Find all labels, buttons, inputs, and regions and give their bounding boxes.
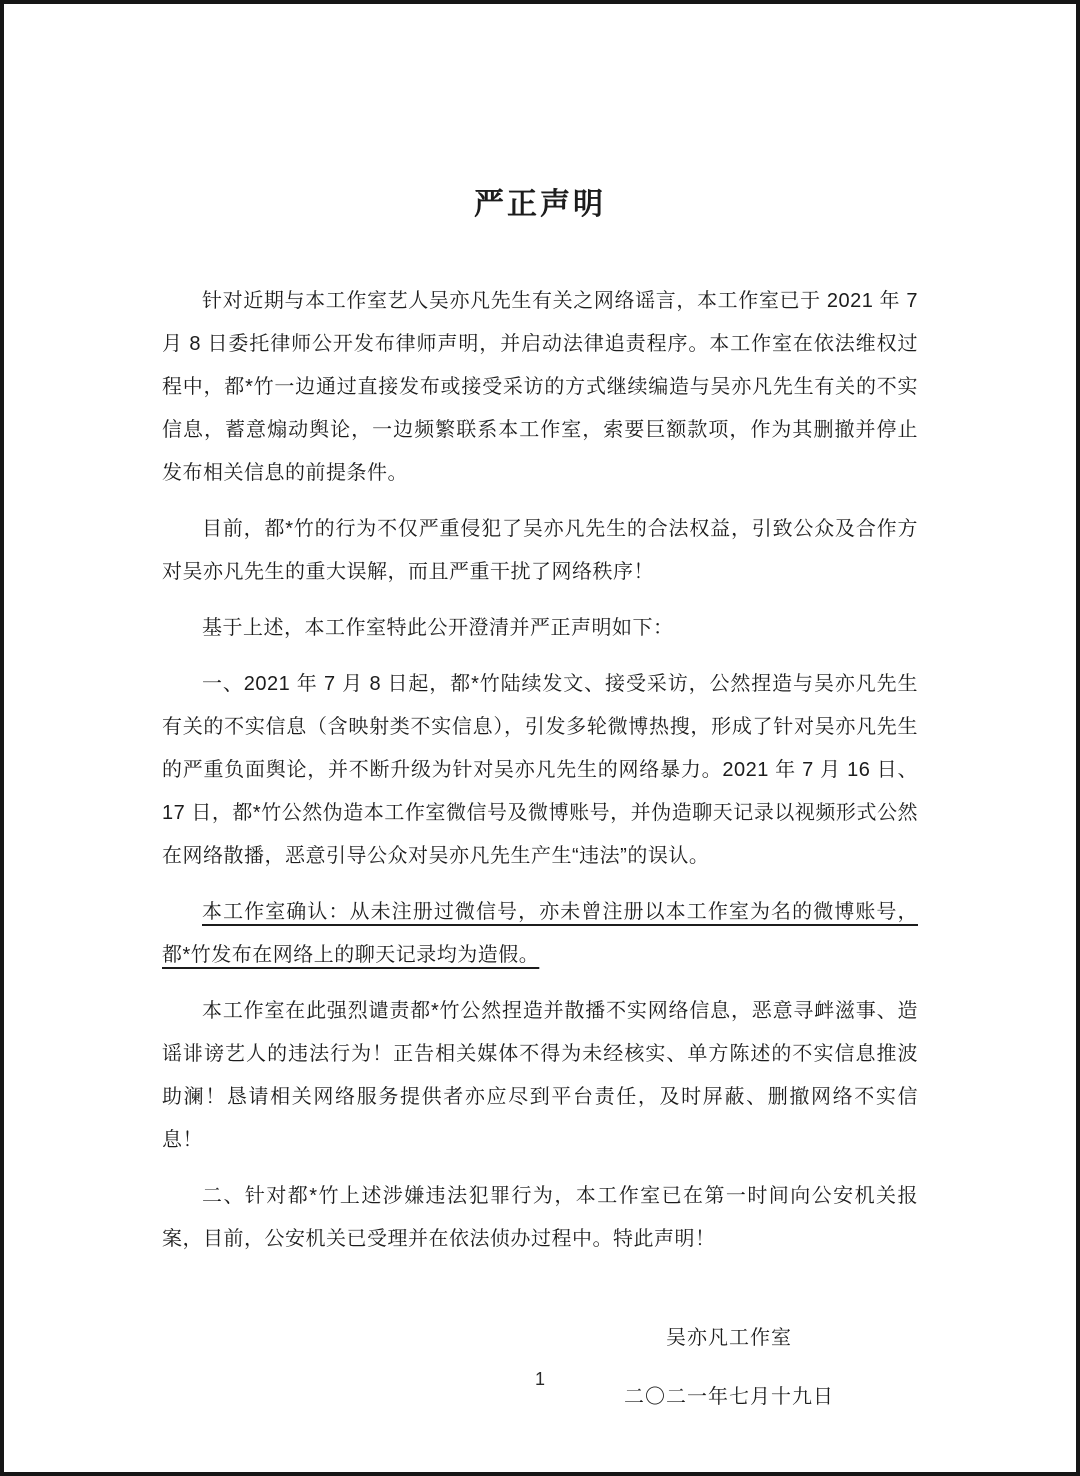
signature-date: 二〇二一年七月十九日 [624,1386,834,1408]
paragraph-condemnation: 本工作室在此强烈谴责都*竹公然捏造并散播不实网络信息，恶意寻衅滋事、造谣诽谤艺人的违法行为！正告相关媒体不得为未经核实、单方陈述的不实信息推波助澜！恳请相关网络服务提供者亦应尽到平台责任，及时屏蔽、删撤网络不实信息！ [162,1000,918,1151]
paragraph-intro: 针对近期与本工作室艺人吴亦凡先生有关之网络谣言，本工作室已于 2021 年 7 月 8 日委托律师公开发布律师声明，并启动法律追责程序。本工作室在依法维权过程中，都*竹一边通过直接发布或接受采访的方式继续编造与吴亦凡先生有关的不实信息，蓄意煽动舆论，一边频繁联系本工作室，索要巨额款项，作为其删撤并停止发布相关信息的前提条件。 [162,290,918,484]
signature-name: 吴亦凡工作室 [666,1327,792,1349]
paragraph-declaration-lead: 基于上述，本工作室特此公开澄清并严正声明如下： [202,617,674,639]
page-number: 1 [534,1369,545,1389]
document-title: 严正声明 [474,188,606,221]
signature-block [540,1317,918,1419]
paragraph-item-one: 一、2021 年 7 月 8 日起，都*竹陆续发文、接受采访，公然捏造与吴亦凡先生有关的不实信息（含映射类不实信息），引发多轮微博热搜，形成了针对吴亦凡先生的严重负面舆论，并不断升级为针对吴亦凡先生的网络暴力。2021 年 7 月 16 日、17 日，都*竹公然伪造本工作室微信号及微博账号，并伪造聊天记录以视频形式公然在网络散播，恶意引导公众对吴亦凡先生产生“违法”的误认。 [162,673,918,867]
paragraph-current-harm: 目前，都*竹的行为不仅严重侵犯了吴亦凡先生的合法权益，引致公众及合作方对吴亦凡先生的重大误解，而且严重干扰了网络秩序！ [162,518,918,583]
paragraph-confirmation-underlined: 本工作室确认：从未注册过微信号，亦未曾注册以本工作室为名的微博账号，都*竹发布在网络上的聊天记录均为造假。 [162,901,918,966]
paragraph-item-two: 二、针对都*竹上述涉嫌违法犯罪行为，本工作室已在第一时间向公安机关报案，目前，公安机关已受理并在依法侦办过程中。特此声明！ [162,1185,918,1250]
document-body [4,280,1076,1419]
